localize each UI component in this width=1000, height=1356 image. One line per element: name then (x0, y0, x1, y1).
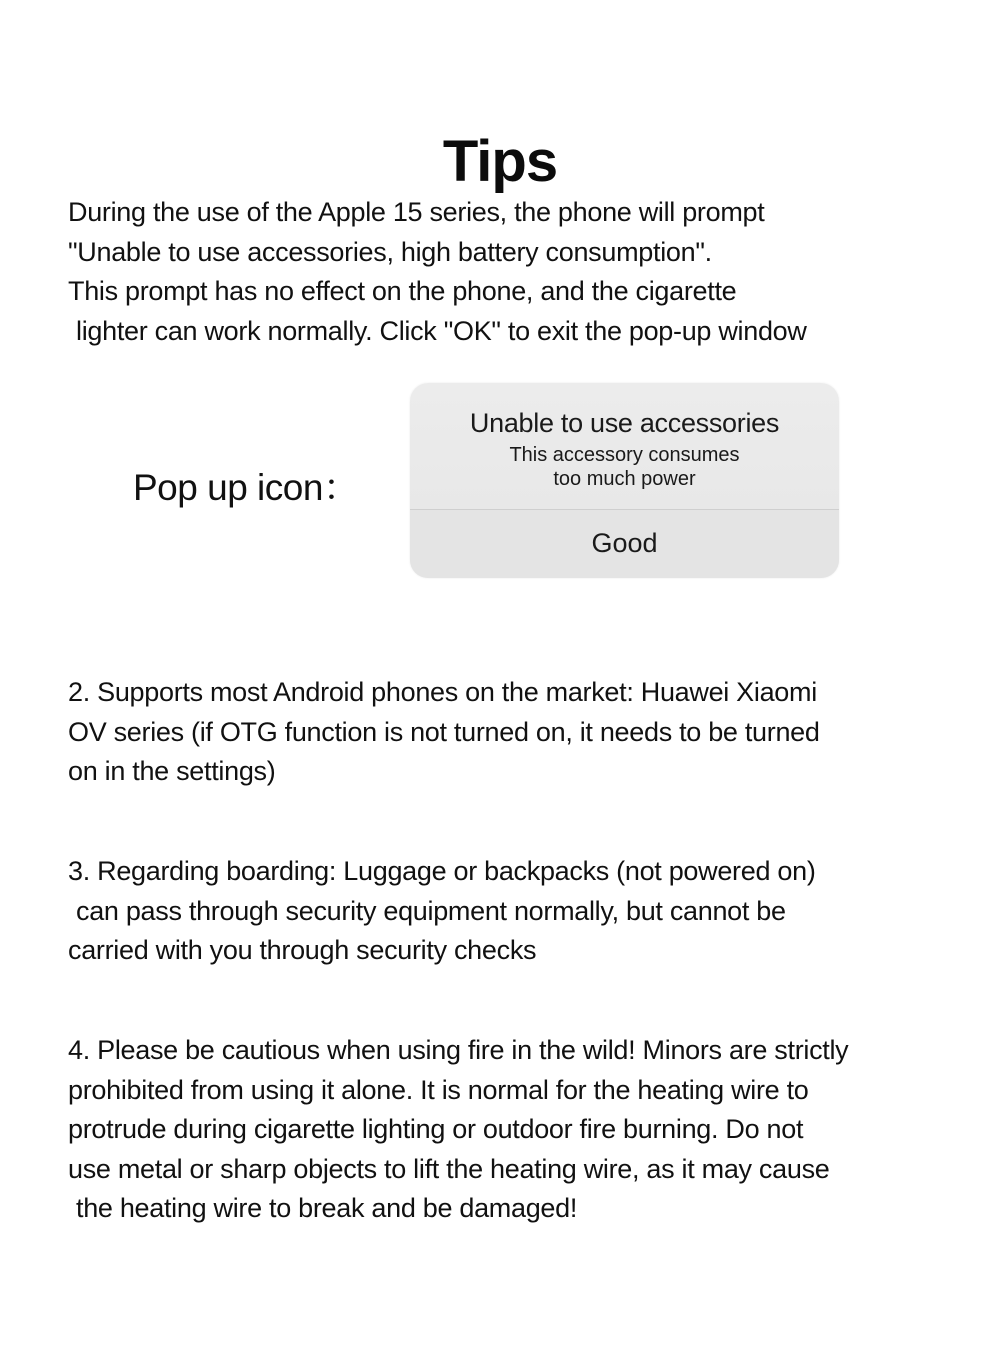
tip-4-line: protrude during cigarette lighting or outdoor fire burning. Do not (68, 1114, 804, 1144)
tip-2-line: on in the settings) (68, 756, 276, 786)
intro-line: lighter can work normally. Click "OK" to exit the pop-up window (76, 315, 807, 346)
page-title: Tips (442, 128, 558, 194)
tip-4-line: 4. Please be cautious when using fire in the wild! Minors are strictly (68, 1035, 849, 1065)
intro-line: This prompt has no effect on the phone, and the cigarette (68, 276, 737, 306)
tip-4-paragraph (68, 1031, 968, 1229)
tip-2-line: 2. Supports most Android phones on the market: Huawei Xiaomi (68, 677, 817, 707)
dialog-message-line: This accessory consumes (509, 444, 740, 466)
tip-3-line: 3. Regarding boarding: Luggage or backpacks (not powered on) (68, 856, 816, 886)
tip-4-line: use metal or sharp objects to lift the heating wire, as it may cause (68, 1153, 830, 1184)
intro-paragraph (68, 193, 968, 351)
tip-3-line: can pass through security equipment normally, but cannot be (76, 895, 786, 926)
tip-2-line: OV series (if OTG function is not turned on, it needs to be turned (68, 716, 820, 747)
tip-4-line: the heating wire to break and be damaged! (76, 1193, 578, 1223)
accessory-alert-dialog (410, 383, 839, 578)
dialog-message (410, 443, 839, 491)
tip-3-paragraph (68, 852, 968, 971)
tip-4-line: prohibited from using it alone. It is normal for the heating wire to (68, 1074, 809, 1105)
dialog-message-line: too much power (553, 468, 696, 490)
popup-icon-label: Pop up icon： (133, 467, 360, 508)
dialog-good-button[interactable]: Good (410, 510, 839, 578)
tip-2-paragraph (68, 673, 968, 792)
intro-line: During the use of the Apple 15 series, the phone will prompt (68, 197, 765, 227)
dialog-title: Unable to use accessories (469, 408, 780, 438)
intro-line: "Unable to use accessories, high battery consumption". (68, 236, 712, 267)
tip-3-line: carried with you through security checks (68, 935, 537, 965)
